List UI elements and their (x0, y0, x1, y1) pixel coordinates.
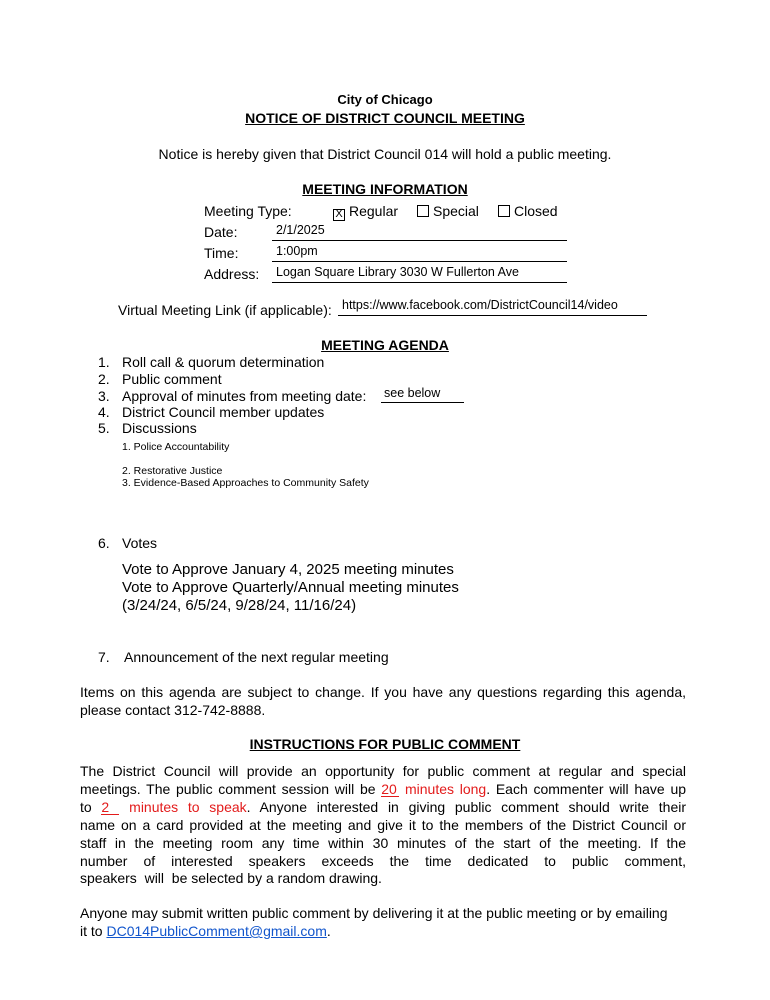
time-field[interactable]: 1:00pm (272, 242, 567, 262)
agenda-item-text: Announcement of the next regular meeting (124, 649, 389, 665)
discussion-item: 3. Evidence-Based Approaches to Community Safety (122, 477, 369, 489)
minutes-to-speak-text: minutes to speak (129, 799, 247, 815)
agenda-item-num: 7. (98, 649, 110, 665)
time-label: Time: (204, 245, 239, 261)
comment-line (80, 798, 686, 816)
public-comment-heading: INSTRUCTIONS FOR PUBLIC COMMENT (249, 736, 521, 752)
date-label: Date: (204, 224, 238, 240)
speak-minutes-field[interactable]: 2 (101, 801, 119, 815)
comment-line (80, 780, 686, 798)
regular-label: Regular (349, 203, 399, 219)
change-note-line: please contact 312-742-8888. (80, 702, 266, 718)
meeting-type-closed[interactable] (498, 203, 558, 219)
page-title: NOTICE OF DISTRICT COUNCIL MEETING (245, 110, 525, 126)
notice-text: Notice is hereby given that District Council 014 will hold a public meeting. (158, 146, 612, 162)
agenda-heading: MEETING AGENDA (321, 337, 449, 353)
agenda-item-text: Roll call & quorum determination (122, 354, 325, 370)
closed-checkbox[interactable] (498, 205, 510, 217)
comment-text: . Each commenter will have up (486, 781, 687, 797)
vote-line: (3/24/24, 6/5/24, 9/28/24, 11/16/24) (122, 597, 357, 614)
comment-line: speakers will be selected by a random drawing. (80, 870, 382, 886)
org-name: City of Chicago (337, 92, 433, 107)
agenda-item-num: 1. (98, 354, 110, 370)
email-link[interactable]: DC014PublicComment@gmail.com (106, 923, 327, 939)
comment-text: . Anyone interested in giving public comment should write their (246, 799, 686, 815)
regular-checkbox[interactable]: X (333, 209, 345, 221)
meeting-type-label: Meeting Type: (204, 203, 292, 219)
comment-line: staff in the meeting room any time within 30 minutes of the start of the meeting. If the (80, 835, 686, 851)
agenda-item-text: Approval of minutes from meeting date: (122, 388, 367, 404)
agenda-item-text: Public comment (122, 371, 222, 387)
votes-label: Votes (122, 535, 158, 551)
discussion-item: 1. Police Accountability (122, 441, 230, 453)
agenda-item-num: 3. (98, 388, 110, 404)
agenda-item-num: 2. (98, 371, 110, 387)
comment-line: The District Council will provide an opportunity for public comment at regular and special (80, 763, 686, 779)
comment-text: meetings. The public comment session will be (80, 781, 376, 797)
special-label: Special (433, 203, 479, 219)
agenda-item-text: District Council member updates (122, 404, 325, 420)
agenda-item-num: 5. (98, 420, 110, 436)
written-comment-line (80, 922, 686, 940)
date-field[interactable]: 2/1/2025 (272, 221, 567, 241)
comment-text: it to (80, 923, 103, 939)
meeting-type-regular[interactable] (333, 203, 398, 220)
session-minutes-field[interactable]: 20 (381, 783, 399, 797)
agenda-item-num: 4. (98, 404, 110, 420)
comment-text: to (80, 799, 92, 815)
vote-line: Vote to Approve January 4, 2025 meeting minutes (122, 561, 454, 578)
special-checkbox[interactable] (417, 205, 429, 217)
meeting-info-heading: MEETING INFORMATION (302, 181, 468, 197)
agenda-item-num: 6. (98, 535, 110, 551)
comment-line: name on a card provided at the meeting and give it to the members of the District Council or (80, 817, 686, 833)
agenda-item-text: Discussions (122, 420, 197, 436)
comment-line: number of interested speakers exceeds the time dedicated to public comment, (80, 853, 686, 869)
change-note-line: Items on this agenda are subject to change. If you have any questions regarding this agenda, (80, 684, 686, 700)
written-comment-line: Anyone may submit written public comment by delivering it at the public meeting or by emailing (80, 905, 668, 921)
closed-label: Closed (514, 203, 558, 219)
address-field[interactable]: Logan Square Library 3030 W Fullerton Ave (272, 263, 567, 283)
minutes-long-text: minutes long (405, 781, 487, 797)
agenda-item-1 (98, 354, 110, 370)
address-label: Address: (204, 266, 260, 282)
virtual-link-field[interactable]: https://www.facebook.com/DistrictCouncil14/video (338, 296, 647, 316)
meeting-type-special[interactable] (417, 203, 479, 219)
virtual-link-label: Virtual Meeting Link (if applicable): (118, 302, 332, 318)
vote-line: Vote to Approve Quarterly/Annual meeting minutes (122, 579, 459, 596)
comment-text: . (326, 923, 331, 939)
discussion-item: 2. Restorative Justice (122, 465, 223, 477)
minutes-date-field[interactable]: see below (381, 385, 464, 403)
